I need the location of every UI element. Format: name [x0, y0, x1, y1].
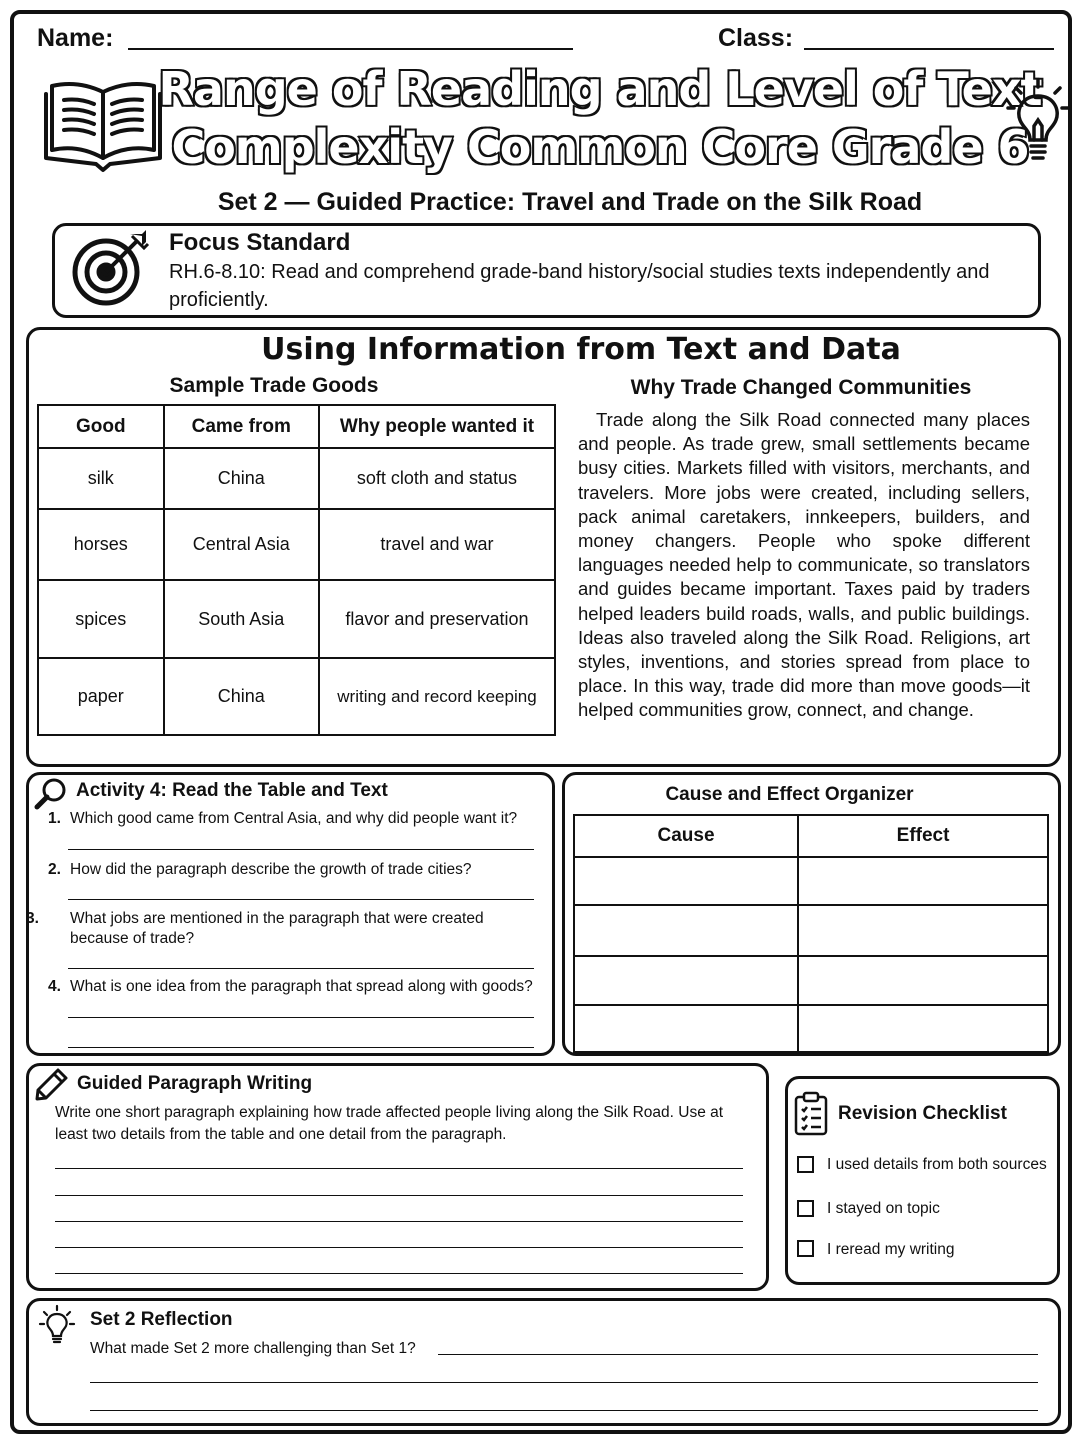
cause-cell[interactable]	[574, 956, 798, 1005]
writing-line[interactable]	[55, 1247, 743, 1248]
table-row	[38, 658, 555, 735]
target-icon	[70, 230, 150, 308]
checklist-title: Revision Checklist	[838, 1103, 1007, 1124]
lightbulb-icon	[38, 1304, 76, 1346]
reflection-line[interactable]	[90, 1382, 1038, 1383]
book-icon	[38, 76, 168, 174]
effect-cell[interactable]	[798, 956, 1048, 1005]
writing-prompt: Write one short paragraph explaining how trade affected people living along the Silk Road. Use at least two details from the table and one detail from the paragraph.	[55, 1104, 724, 1143]
subtitle: Set 2 — Guided Practice: Travel and Trade on the Silk Road	[217, 188, 923, 216]
writing-box	[26, 1063, 769, 1291]
info-title: Using Information from Text and Data	[261, 332, 901, 367]
title-line-2: Complexity Common Core Grade 6	[171, 120, 1029, 174]
writing-line[interactable]	[55, 1168, 743, 1169]
table-row	[38, 580, 555, 658]
table-cell: paper	[38, 658, 164, 735]
title-line-1: Range of Reading and Level of Text	[158, 62, 1042, 116]
text-title: Why Trade Changed Communities	[630, 376, 972, 399]
table-cell: flavor and preservation	[319, 580, 555, 658]
column-header-why-wanted: Why people wanted it	[319, 405, 555, 448]
table-title: Sample Trade Goods	[169, 374, 379, 397]
table-cell: China	[164, 448, 319, 509]
table-cell: writing and record keeping	[319, 658, 555, 735]
activity-title: Activity 4: Read the Table and Text	[76, 780, 388, 801]
answer-line[interactable]	[68, 849, 534, 850]
reflection-title: Set 2 Reflection	[90, 1309, 233, 1330]
name-line[interactable]	[128, 48, 573, 50]
column-header-came-from: Came from	[164, 405, 319, 448]
checklist-item: I stayed on topic	[827, 1200, 940, 1217]
writing-line[interactable]	[55, 1221, 743, 1222]
effect-header: Effect	[798, 815, 1048, 857]
trade-goods-table	[37, 404, 556, 736]
cause-header: Cause	[574, 815, 798, 857]
reflection-line[interactable]	[90, 1410, 1038, 1411]
cause-cell[interactable]	[574, 857, 798, 905]
table-row	[38, 509, 555, 580]
table-cell: Central Asia	[164, 509, 319, 580]
table-cell: soft cloth and status	[319, 448, 555, 509]
cause-cell[interactable]	[574, 1005, 798, 1052]
focus-text: RH.6-8.10: Read and comprehend grade-band history/social studies texts independently and proficiently.	[169, 261, 990, 311]
answer-line[interactable]	[68, 1047, 534, 1048]
writing-line[interactable]	[55, 1195, 743, 1196]
cause-cell[interactable]	[574, 905, 798, 956]
effect-cell[interactable]	[798, 905, 1048, 956]
cause-effect-table	[573, 814, 1049, 1053]
column-header-good: Good	[38, 405, 164, 448]
pencil-icon	[34, 1066, 70, 1102]
checkbox[interactable]	[797, 1200, 814, 1217]
question-4: 4. What is one idea from the paragraph that spread along with goods?	[48, 978, 533, 995]
table-cell: South Asia	[164, 580, 319, 658]
effect-cell[interactable]	[798, 1005, 1048, 1052]
reflection-prompt: What made Set 2 more challenging than Set 1?	[90, 1340, 416, 1357]
reflection-line[interactable]	[438, 1354, 1038, 1355]
writing-title: Guided Paragraph Writing	[77, 1073, 313, 1094]
question-3: 3. What jobs are mentioned in the paragraph that were created because of trade?	[26, 910, 484, 947]
table-cell: spices	[38, 580, 164, 658]
clipboard-icon	[793, 1091, 829, 1137]
table-cell: silk	[38, 448, 164, 509]
organizer-title: Cause and Effect Organizer	[665, 784, 914, 805]
class-label: Class:	[718, 24, 794, 52]
effect-cell[interactable]	[798, 857, 1048, 905]
trade-paragraph: Trade along the Silk Road connected many places and people. As trade grew, small settlements became busy cities. Markets filled with visitors, merchants, and travelers. More jobs were created, including sellers, pack animal caretakers, innkeepers, builders, and money changers. People who spoke different languages needed help to communicate, so translators and guides became important. Taxes paid by traders helped leaders build roads, walls, and public buildings. Ideas also traveled along the Silk Road. Religions, art styles, inventions, and stories spread from place to place. In this way, trade did more than move goods—it helped communities grow, connect, and change.	[578, 409, 1030, 721]
checkbox[interactable]	[797, 1156, 814, 1173]
answer-line[interactable]	[68, 1017, 534, 1018]
checklist-item: I reread my writing	[827, 1241, 955, 1258]
name-label: Name:	[37, 24, 114, 52]
focus-title: Focus Standard	[169, 229, 351, 256]
lightbulb-icon	[1004, 74, 1072, 166]
table-row	[38, 448, 555, 509]
question-2: 2. How did the paragraph describe the growth of trade cities?	[48, 861, 472, 878]
answer-line[interactable]	[68, 899, 534, 900]
table-cell: travel and war	[319, 509, 555, 580]
checklist-item: I used details from both sources	[827, 1156, 1047, 1173]
class-line[interactable]	[804, 48, 1054, 50]
writing-line[interactable]	[55, 1273, 743, 1274]
magnifier-icon	[33, 776, 69, 812]
checkbox[interactable]	[797, 1240, 814, 1257]
table-cell: horses	[38, 509, 164, 580]
question-1: 1. Which good came from Central Asia, and why did people want it?	[48, 810, 518, 827]
table-cell: China	[164, 658, 319, 735]
answer-line[interactable]	[68, 968, 534, 969]
